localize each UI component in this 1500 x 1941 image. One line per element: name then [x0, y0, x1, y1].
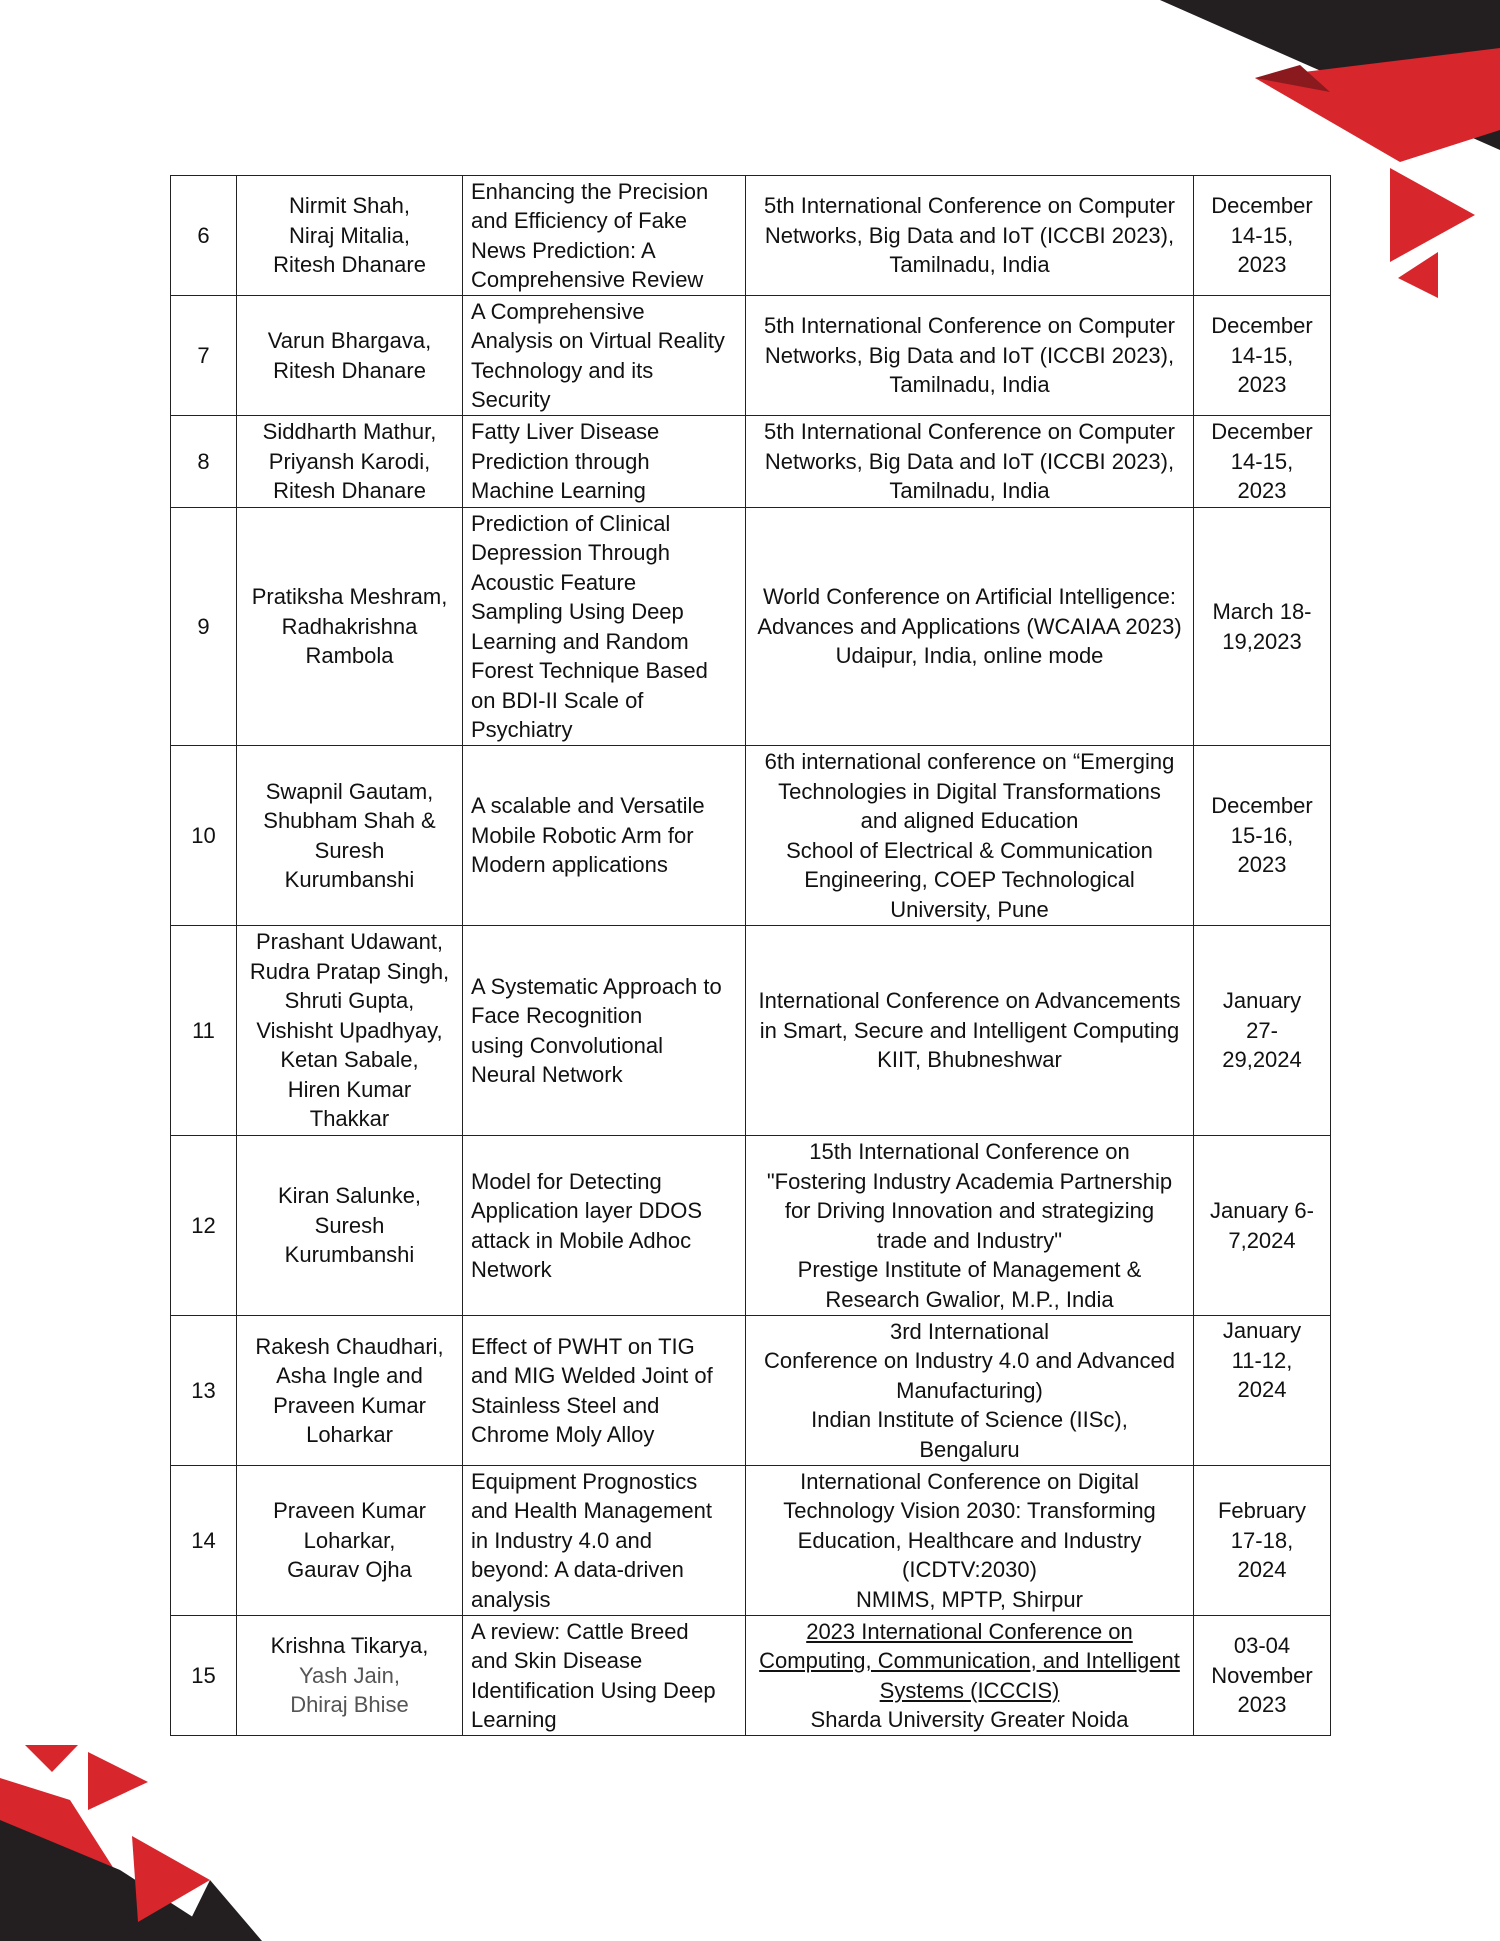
author-line: Ketan Sabale,	[280, 1047, 419, 1073]
conference-line: Research Gwalior, M.P., India	[825, 1286, 1114, 1312]
author-line: Swapnil Gautam,	[265, 778, 434, 804]
author-line: Varun Bhargava,	[267, 328, 432, 353]
date-cell	[1194, 176, 1331, 296]
title-line: Learning and Random	[471, 628, 689, 654]
author-line: Shubham Shah &	[263, 808, 436, 833]
date-line: 2023	[1237, 478, 1287, 504]
title-line: Machine Learning	[471, 478, 646, 504]
conference-line: 3rd International	[890, 1318, 1049, 1344]
authors-cell	[237, 508, 463, 746]
conference-line: International Conference on Digital	[800, 1468, 1139, 1494]
title-line: Face Recognition	[471, 1003, 643, 1028]
date-line: 7,2024	[1228, 1227, 1296, 1253]
conference-cell	[746, 508, 1194, 746]
paper-title-cell	[463, 1616, 746, 1736]
conference-line: Education, Healthcare and Industry	[797, 1527, 1142, 1553]
date-line: 2023	[1237, 852, 1287, 878]
conference-cell	[746, 746, 1194, 926]
title-line: Sampling Using Deep	[471, 599, 684, 624]
table-row	[171, 296, 1331, 416]
serial-number: 12	[171, 1136, 237, 1316]
author-line: Asha Ingle and	[276, 1363, 423, 1388]
conference-line: World Conference on Artificial Intelligence:	[763, 584, 1176, 610]
author-line: Siddharth Mathur,	[262, 419, 437, 445]
title-line: A scalable and Versatile	[471, 793, 705, 819]
table-row	[171, 1316, 1331, 1466]
date-line: 2023	[1237, 1692, 1287, 1718]
author-line: Praveen Kumar	[273, 1392, 426, 1418]
date-line: 17-18,	[1230, 1527, 1294, 1553]
date-line: 14-15,	[1230, 222, 1294, 248]
conference-line: KIIT, Bhubneshwar	[877, 1047, 1062, 1073]
title-line: Equipment Prognostics	[471, 1468, 698, 1494]
paper-title-cell	[463, 176, 746, 296]
author-line: Nirmit Shah,	[288, 193, 411, 219]
conference-line: International Conference on Advancements	[758, 988, 1181, 1014]
table-row	[171, 508, 1331, 746]
corner-shape-dark-top	[1160, 0, 1500, 150]
title-line: beyond: A data-driven	[471, 1557, 684, 1583]
conference-cell	[746, 1136, 1194, 1316]
conference-line: Manufacturing)	[896, 1377, 1043, 1403]
conference-line: School of Electrical & Communication	[786, 837, 1153, 863]
author-line: Rudra Pratap Singh,	[249, 958, 450, 984]
author-line: Prashant Udawant,	[255, 929, 444, 955]
author-line: Hiren Kumar	[287, 1076, 412, 1102]
paper-title-cell	[463, 416, 746, 508]
corner-shape-dark-bottom-2	[180, 1880, 262, 1941]
date-line: 15-16,	[1230, 822, 1294, 848]
paper-title-cell	[463, 1316, 746, 1466]
triangle-icon-red-bottom-2	[88, 1752, 148, 1810]
date-line: January 6-	[1210, 1198, 1314, 1223]
authors-cell	[237, 926, 463, 1136]
date-line: 2024	[1237, 1557, 1287, 1583]
author-line: Gaurav Ojha	[287, 1557, 412, 1583]
date-line: 03-04	[1233, 1633, 1291, 1659]
conference-line: 5th International Conference on Computer	[764, 419, 1175, 445]
date-cell	[1194, 296, 1331, 416]
paper-title-cell	[463, 508, 746, 746]
title-line: Prediction of Clinical	[471, 510, 671, 536]
author-line: Rakesh Chaudhari,	[255, 1333, 444, 1359]
triangle-icon-red-bottom-3	[132, 1836, 210, 1922]
title-line: in Industry 4.0 and	[471, 1527, 653, 1553]
publications-table-body	[171, 176, 1331, 1736]
author-line: Kurumbanshi	[284, 867, 415, 892]
conference-line: trade and Industry"	[876, 1227, 1063, 1253]
serial-number: 8	[171, 416, 237, 508]
serial-number: 6	[171, 176, 237, 296]
conference-line: Technologies in Digital Transformations	[778, 778, 1161, 804]
conference-line: Sharda University Greater Noida	[810, 1707, 1129, 1732]
serial-number: 9	[171, 508, 237, 746]
date-line: March 18-	[1212, 599, 1312, 624]
title-line: Prediction through	[471, 448, 650, 474]
triangle-icon-red-bottom-1	[25, 1745, 78, 1772]
date-line: 19,2023	[1222, 628, 1302, 654]
conference-line: Tamilnadu, India	[889, 372, 1050, 398]
corner-shape-dark-bottom	[0, 1820, 230, 1941]
conference-cell	[746, 416, 1194, 508]
title-line: Analysis on Virtual Reality	[471, 328, 725, 353]
triangle-icon-red-small	[1398, 252, 1438, 298]
title-line: Identification Using Deep	[471, 1677, 716, 1703]
title-line: and Efficiency of Fake	[471, 208, 688, 233]
author-line: Ritesh Dhanare	[273, 357, 426, 383]
conference-line: 5th International Conference on Computer	[764, 313, 1175, 339]
paper-title-cell	[463, 746, 746, 926]
date-line: February	[1217, 1498, 1307, 1524]
serial-number: 7	[171, 296, 237, 416]
triangle-icon-red-large	[1390, 168, 1475, 262]
authors-cell	[237, 1616, 463, 1736]
author-line: Yash Jain,	[298, 1662, 401, 1688]
conference-line: Bengaluru	[919, 1436, 1020, 1462]
authors-cell	[237, 1136, 463, 1316]
title-line: Modern applications	[471, 852, 668, 878]
author-line: Loharkar	[306, 1422, 393, 1447]
title-line: Model for Detecting	[471, 1168, 662, 1194]
date-line: 2023	[1237, 372, 1287, 398]
conference-line: Networks, Big Data and IoT (ICCBI 2023),	[764, 222, 1175, 248]
serial-number: 10	[171, 746, 237, 926]
conference-line: Indian Institute of Science (IISc),	[811, 1407, 1128, 1433]
corner-shape-red-bottom	[0, 1778, 160, 1941]
conference-line: NMIMS, MPTP, Shirpur	[856, 1586, 1083, 1612]
table-row	[171, 1136, 1331, 1316]
conference-line: 5th International Conference on Computer	[764, 193, 1175, 219]
conference-line: Technology Vision 2030: Transforming	[783, 1498, 1156, 1524]
author-line: Ritesh Dhanare	[273, 478, 426, 504]
conference-cell	[746, 926, 1194, 1136]
corner-shape-red-top	[1255, 48, 1500, 162]
date-cell	[1194, 416, 1331, 508]
date-line: 2024	[1237, 1377, 1287, 1402]
author-line: Priyansh Karodi,	[268, 448, 431, 474]
conference-line: for Driving Innovation and strategizing	[784, 1198, 1155, 1223]
date-line: 29,2024	[1222, 1047, 1302, 1073]
table-row	[171, 926, 1331, 1136]
title-line: and MIG Welded Joint of	[471, 1363, 713, 1388]
date-cell	[1194, 926, 1331, 1136]
conference-line: "Fostering Industry Academia Partnership	[766, 1168, 1173, 1194]
serial-number: 14	[171, 1466, 237, 1616]
author-line: Loharkar,	[303, 1527, 396, 1553]
date-cell	[1194, 1316, 1331, 1466]
publications-table	[170, 175, 1331, 1736]
author-line: Suresh	[314, 1212, 385, 1238]
author-line: Kiran Salunke,	[277, 1183, 422, 1209]
serial-number: 13	[171, 1316, 237, 1466]
date-line: 2023	[1237, 252, 1287, 278]
date-line: December	[1211, 313, 1313, 339]
title-line: Depression Through	[471, 540, 670, 565]
conference-line: 6th international conference on “Emerging	[764, 749, 1175, 774]
author-line: Pratiksha Meshram,	[251, 584, 448, 610]
conference-link-line[interactable]	[754, 1617, 1185, 1647]
conference-line: University, Pune	[890, 896, 1049, 922]
date-line: 14-15,	[1230, 448, 1294, 474]
title-line: Fatty Liver Disease	[471, 419, 660, 445]
conference-line: (ICDTV:2030)	[902, 1557, 1037, 1583]
author-line: Vishisht Upadhyay,	[256, 1017, 443, 1043]
paper-title-cell	[463, 926, 746, 1136]
title-line: using Convolutional	[471, 1032, 664, 1058]
conference-cell	[746, 1616, 1194, 1736]
date-line: November	[1211, 1662, 1313, 1688]
author-line: Krishna Tikarya,	[270, 1633, 429, 1659]
author-line: Radhakrishna	[281, 613, 418, 639]
date-cell	[1194, 508, 1331, 746]
title-line: Stainless Steel and	[471, 1392, 660, 1418]
title-line: Network	[471, 1257, 552, 1282]
conference-line: Engineering, COEP Technological	[804, 867, 1135, 892]
author-line: Thakkar	[309, 1106, 390, 1132]
conference-link-text[interactable]: 2023 International Conference on	[806, 1618, 1133, 1644]
authors-cell	[237, 176, 463, 296]
date-line: December	[1211, 793, 1313, 819]
conference-line: Udaipur, India, online mode	[835, 643, 1104, 669]
conference-cell	[746, 1466, 1194, 1616]
table-row	[171, 746, 1331, 926]
title-line: Chrome Moly Alloy	[471, 1422, 655, 1447]
conference-link-line[interactable]	[754, 1646, 1185, 1676]
conference-link-text[interactable]: Computing, Communication, and Intelligent	[759, 1648, 1180, 1673]
conference-line: Tamilnadu, India	[889, 478, 1050, 504]
title-line: A review: Cattle Breed	[471, 1618, 689, 1644]
title-line: News Prediction: A	[471, 237, 656, 263]
authors-cell	[237, 416, 463, 508]
conference-line: Advances and Applications (WCAIAA 2023)	[757, 613, 1182, 639]
paper-title-cell	[463, 1136, 746, 1316]
conference-link-text[interactable]: Systems (ICCCIS)	[879, 1677, 1060, 1703]
conference-line: Tamilnadu, India	[889, 252, 1050, 278]
title-line: and Skin Disease	[471, 1648, 643, 1673]
conference-cell	[746, 1316, 1194, 1466]
title-line: Application layer DDOS	[471, 1198, 703, 1223]
author-line: Kurumbanshi	[284, 1242, 415, 1268]
date-line: 11-12,	[1231, 1347, 1293, 1373]
title-line: and Health Management	[471, 1498, 712, 1524]
paper-title-cell	[463, 1466, 746, 1616]
title-line: attack in Mobile Adhoc	[471, 1227, 692, 1253]
paper-title-cell	[463, 296, 746, 416]
author-line: Rambola	[305, 643, 394, 669]
conference-line: Networks, Big Data and IoT (ICCBI 2023),	[764, 448, 1175, 474]
author-line: Praveen Kumar	[273, 1498, 426, 1524]
conference-cell	[746, 296, 1194, 416]
date-line: 27-	[1246, 1017, 1278, 1043]
conference-line: Prestige Institute of Management &	[797, 1257, 1142, 1282]
authors-cell	[237, 1316, 463, 1466]
authors-cell	[237, 1466, 463, 1616]
date-cell	[1194, 1466, 1331, 1616]
title-line: Forest Technique Based	[471, 658, 708, 683]
date-line: December	[1211, 419, 1313, 445]
date-line: January	[1222, 988, 1302, 1014]
title-line: Comprehensive Review	[471, 267, 704, 292]
date-line: 14-15,	[1230, 342, 1294, 368]
date-cell	[1194, 1616, 1331, 1736]
author-line: Suresh	[314, 837, 385, 863]
conference-link-line[interactable]	[754, 1676, 1185, 1706]
conference-line: and aligned Education	[860, 808, 1079, 833]
table-row	[171, 1616, 1331, 1736]
title-line: analysis	[471, 1586, 551, 1612]
date-cell	[1194, 1136, 1331, 1316]
title-line: Acoustic Feature	[471, 569, 637, 595]
conference-line: 15th International Conference on	[809, 1139, 1130, 1164]
author-line: Niraj Mitalia,	[288, 222, 411, 248]
table-row	[171, 176, 1331, 296]
table-row	[171, 416, 1331, 508]
title-line: Mobile Robotic Arm for	[471, 822, 694, 848]
title-line: Security	[471, 387, 551, 412]
author-line: Shruti Gupta,	[284, 988, 415, 1014]
date-line: December	[1211, 193, 1313, 219]
conference-line: in Smart, Secure and Intelligent Computing	[759, 1017, 1180, 1043]
date-cell	[1194, 746, 1331, 926]
authors-cell	[237, 296, 463, 416]
title-line: Psychiatry	[471, 717, 573, 742]
corner-shape-darkred-top	[1255, 65, 1330, 92]
conference-line: Conference on Industry 4.0 and Advanced	[764, 1348, 1175, 1374]
title-line: Technology and its	[471, 357, 654, 383]
authors-cell	[237, 746, 463, 926]
title-line: A Comprehensive	[471, 298, 645, 324]
author-line: Ritesh Dhanare	[273, 252, 426, 278]
title-line: Enhancing the Precision	[471, 178, 709, 204]
conference-line: Networks, Big Data and IoT (ICCBI 2023),	[764, 342, 1175, 368]
conference-cell	[746, 176, 1194, 296]
title-line: Neural Network	[471, 1062, 623, 1087]
title-line: Effect of PWHT on TIG	[471, 1333, 695, 1359]
title-line: on BDI-II Scale of	[471, 687, 644, 713]
table-row	[171, 1466, 1331, 1616]
serial-number: 15	[171, 1616, 237, 1736]
title-line: Learning	[471, 1707, 557, 1732]
author-line: Dhiraj Bhise	[290, 1692, 409, 1718]
title-line: A Systematic Approach to	[471, 973, 722, 999]
serial-number: 11	[171, 926, 237, 1136]
date-line: January	[1222, 1318, 1302, 1343]
